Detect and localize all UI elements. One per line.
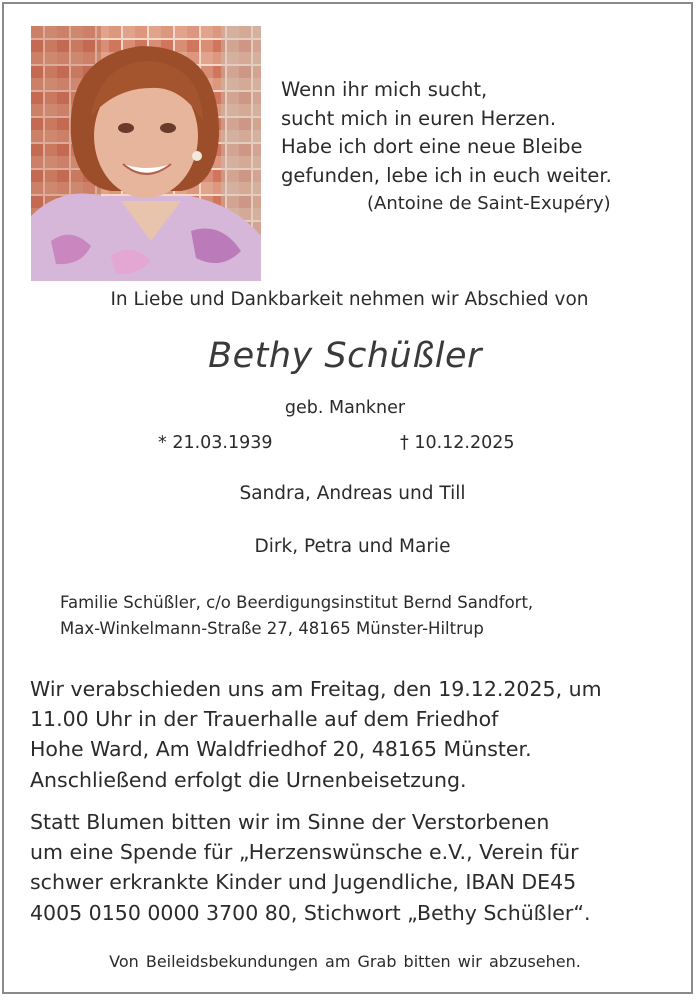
service-line: Anschließend erfolgt die Urnenbeisetzung. <box>30 767 467 792</box>
poem-line: gefunden, lebe ich in euch weiter. <box>281 163 612 187</box>
mourner-family: Dirk, Petra und Marie <box>254 536 451 557</box>
birth-date: * 21.03.1939 <box>158 433 273 453</box>
portrait-photo <box>31 26 261 281</box>
mourner-family: Sandra, Andreas und Till <box>239 483 466 504</box>
death-date-group <box>400 433 515 453</box>
contact-line: Max-Winkelmann-Straße 27, 48165 Münster-Hiltrup <box>60 619 484 638</box>
poem-line: Habe ich dort eine neue Bleibe <box>281 135 583 159</box>
condolence-note: Von Beileidsbekundungen am Grab bitten wir abzusehen. <box>109 952 581 971</box>
service-line: 11.00 Uhr in der Trauerhalle auf dem Friedhof <box>30 707 499 732</box>
poem-quote <box>281 76 612 219</box>
donation-line: 4005 0150 0000 3700 80, Stichwort „Bethy Schüßler“. <box>30 900 591 925</box>
service-details <box>30 674 602 795</box>
donation-line: schwer erkrankte Kinder und Jugendliche, IBAN DE45 <box>30 870 577 895</box>
cross-icon: † <box>400 433 409 453</box>
service-line: Hohe Ward, Am Waldfriedhof 20, 48165 Münster. <box>30 737 532 762</box>
deceased-name: Bethy Schüßler <box>208 336 482 376</box>
donation-line: um eine Spende für „Herzenswünsche e.V., Verein für <box>30 840 579 865</box>
service-line: Wir verabschieden uns am Freitag, den 19.12.2025, um <box>30 677 602 701</box>
poem-line: sucht mich in euren Herzen. <box>281 106 557 130</box>
birth-name: geb. Mankner <box>284 398 406 418</box>
donation-request <box>30 807 590 928</box>
contact-line: Familie Schüßler, c/o Beerdigungsinstitut Bernd Sandfort, <box>60 593 534 612</box>
death-date: 10.12.2025 <box>414 433 515 453</box>
donation-line: Statt Blumen bitten wir im Sinne der Verstorbenen <box>30 810 550 834</box>
poem-attribution: (Antoine de Saint-Exupéry) <box>367 193 611 215</box>
poem-line: Wenn ihr mich sucht, <box>281 78 488 101</box>
intro-text: In Liebe und Dankbarkeit nehmen wir Abschied von <box>110 289 589 310</box>
